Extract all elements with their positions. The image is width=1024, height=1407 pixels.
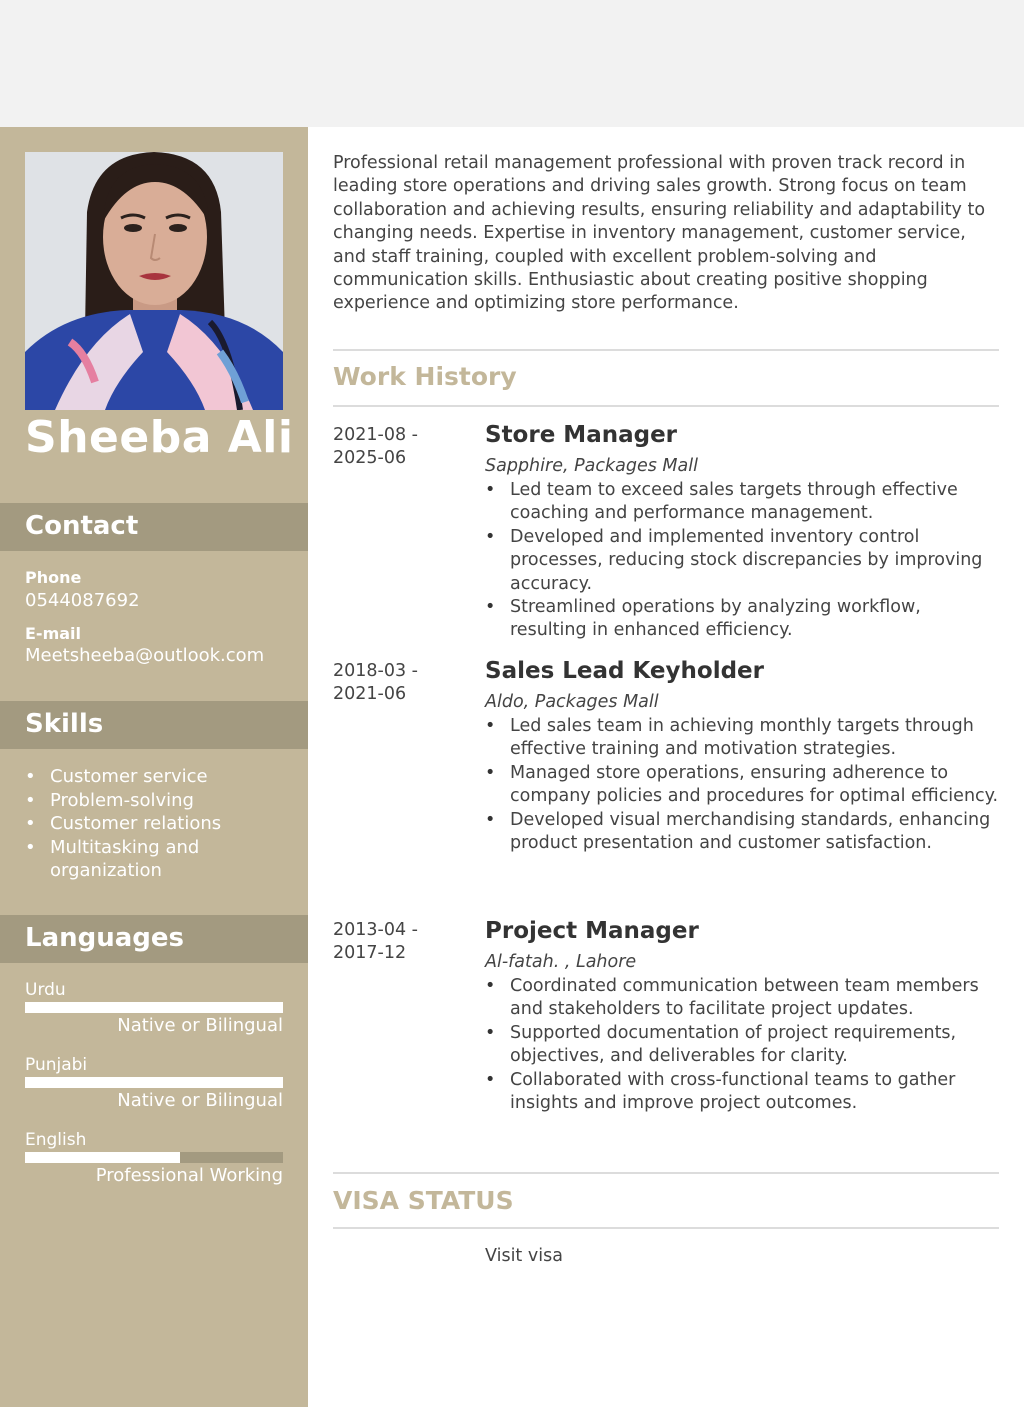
job-bullet: • Collaborated with cross-functional teams to gather insights and improve project outcomes. <box>485 1069 1000 1116</box>
top-margin-band <box>0 0 1024 127</box>
job-bullet: • Developed and implemented inventory control processes, reducing stock discrepancies by improving accuracy. <box>485 526 1000 596</box>
job-bullet: • Supported documentation of project requirements, objectives, and deliverables for clarity. <box>485 1022 1000 1069</box>
job-bullet: • Coordinated communication between team members and stakeholders to facilitate project updates. <box>485 975 1000 1022</box>
job-company: Aldo, Packages Mall <box>485 692 659 712</box>
job-date-end: 2025-06 <box>333 448 407 468</box>
language-level-urdu: Native or Bilingual <box>117 1015 283 1036</box>
job-bullet: • Managed store operations, ensuring adherence to company policies and procedures for optimal efficiency. <box>485 762 1000 809</box>
job-title: Store Manager <box>485 422 678 448</box>
job-bullets <box>485 975 1000 1115</box>
languages-heading-band <box>0 915 308 963</box>
skill-item: • Customer relations <box>25 812 295 836</box>
email-label: E-mail <box>25 624 82 643</box>
phone-label: Phone <box>25 568 82 587</box>
language-name-punjabi: Punjabi <box>25 1055 88 1075</box>
language-fill-urdu <box>25 1002 283 1013</box>
job-bullet: • Led sales team in achieving monthly targets through effective training and motivation strategies. <box>485 715 1000 762</box>
divider <box>333 1172 999 1174</box>
contact-heading-band <box>0 503 308 551</box>
skills-heading: Skills <box>25 709 104 739</box>
job-date-start: 2021-08 - <box>333 425 418 445</box>
person-name: Sheeba Ali <box>25 412 294 463</box>
visa-status-heading: VISA STATUS <box>333 1186 514 1215</box>
email-value[interactable]: Meetsheeba@outlook.com <box>25 645 265 666</box>
job-bullets <box>485 715 1000 855</box>
language-fill-punjabi <box>25 1077 283 1088</box>
job-bullets <box>485 479 1000 643</box>
sidebar <box>0 127 308 1407</box>
job-bullet: • Led team to exceed sales targets through effective coaching and performance management. <box>485 479 1000 526</box>
language-name-urdu: Urdu <box>25 980 66 1000</box>
visa-status-value: Visit visa <box>485 1246 563 1266</box>
contact-heading: Contact <box>25 511 139 541</box>
language-level-english: Professional Working <box>95 1165 283 1186</box>
portrait-illustration <box>25 152 283 410</box>
job-date-start: 2013-04 - <box>333 920 418 940</box>
skill-item: • Multitasking and organization <box>25 836 295 883</box>
language-name-english: English <box>25 1130 87 1150</box>
profile-photo <box>25 152 283 410</box>
job-bullet: • Developed visual merchandising standards, enhancing product presentation and customer satisfaction. <box>485 809 1000 856</box>
professional-summary: Professional retail management professional with proven track record in leading store operations and driving sales growth. Strong focus on team collaboration and achieving results, ensuring reliability and adaptability to changing needs. Expertise in inventory management, customer service, and staff training, coupled with excellent problem-solving and communication skills. Enthusiastic about creating positive shopping experience and optimizing store performance. <box>333 153 986 314</box>
job-company: Al-fatah. , Lahore <box>485 952 637 972</box>
job-company: Sapphire, Packages Mall <box>485 456 698 476</box>
skills-list <box>25 765 295 883</box>
language-bar-english <box>25 1152 283 1163</box>
divider <box>333 349 999 351</box>
language-level-punjabi: Native or Bilingual <box>117 1090 283 1111</box>
phone-value[interactable]: 0544087692 <box>25 590 140 611</box>
skill-item: • Customer service <box>25 765 295 789</box>
job-title: Project Manager <box>485 918 699 944</box>
language-fill-english <box>25 1152 180 1163</box>
job-date-end: 2017-12 <box>333 943 407 963</box>
skill-item: • Problem-solving <box>25 789 295 813</box>
job-bullet: • Streamlined operations by analyzing workflow, resulting in enhanced efficiency. <box>485 596 1000 643</box>
language-bar-punjabi <box>25 1077 283 1088</box>
job-title: Sales Lead Keyholder <box>485 658 764 684</box>
job-date-start: 2018-03 - <box>333 661 418 681</box>
work-history-heading: Work History <box>333 362 517 391</box>
job-date-end: 2021-06 <box>333 684 407 704</box>
divider <box>333 1227 999 1229</box>
skills-heading-band <box>0 701 308 749</box>
language-bar-urdu <box>25 1002 283 1013</box>
divider <box>333 405 999 407</box>
languages-heading: Languages <box>25 923 185 953</box>
